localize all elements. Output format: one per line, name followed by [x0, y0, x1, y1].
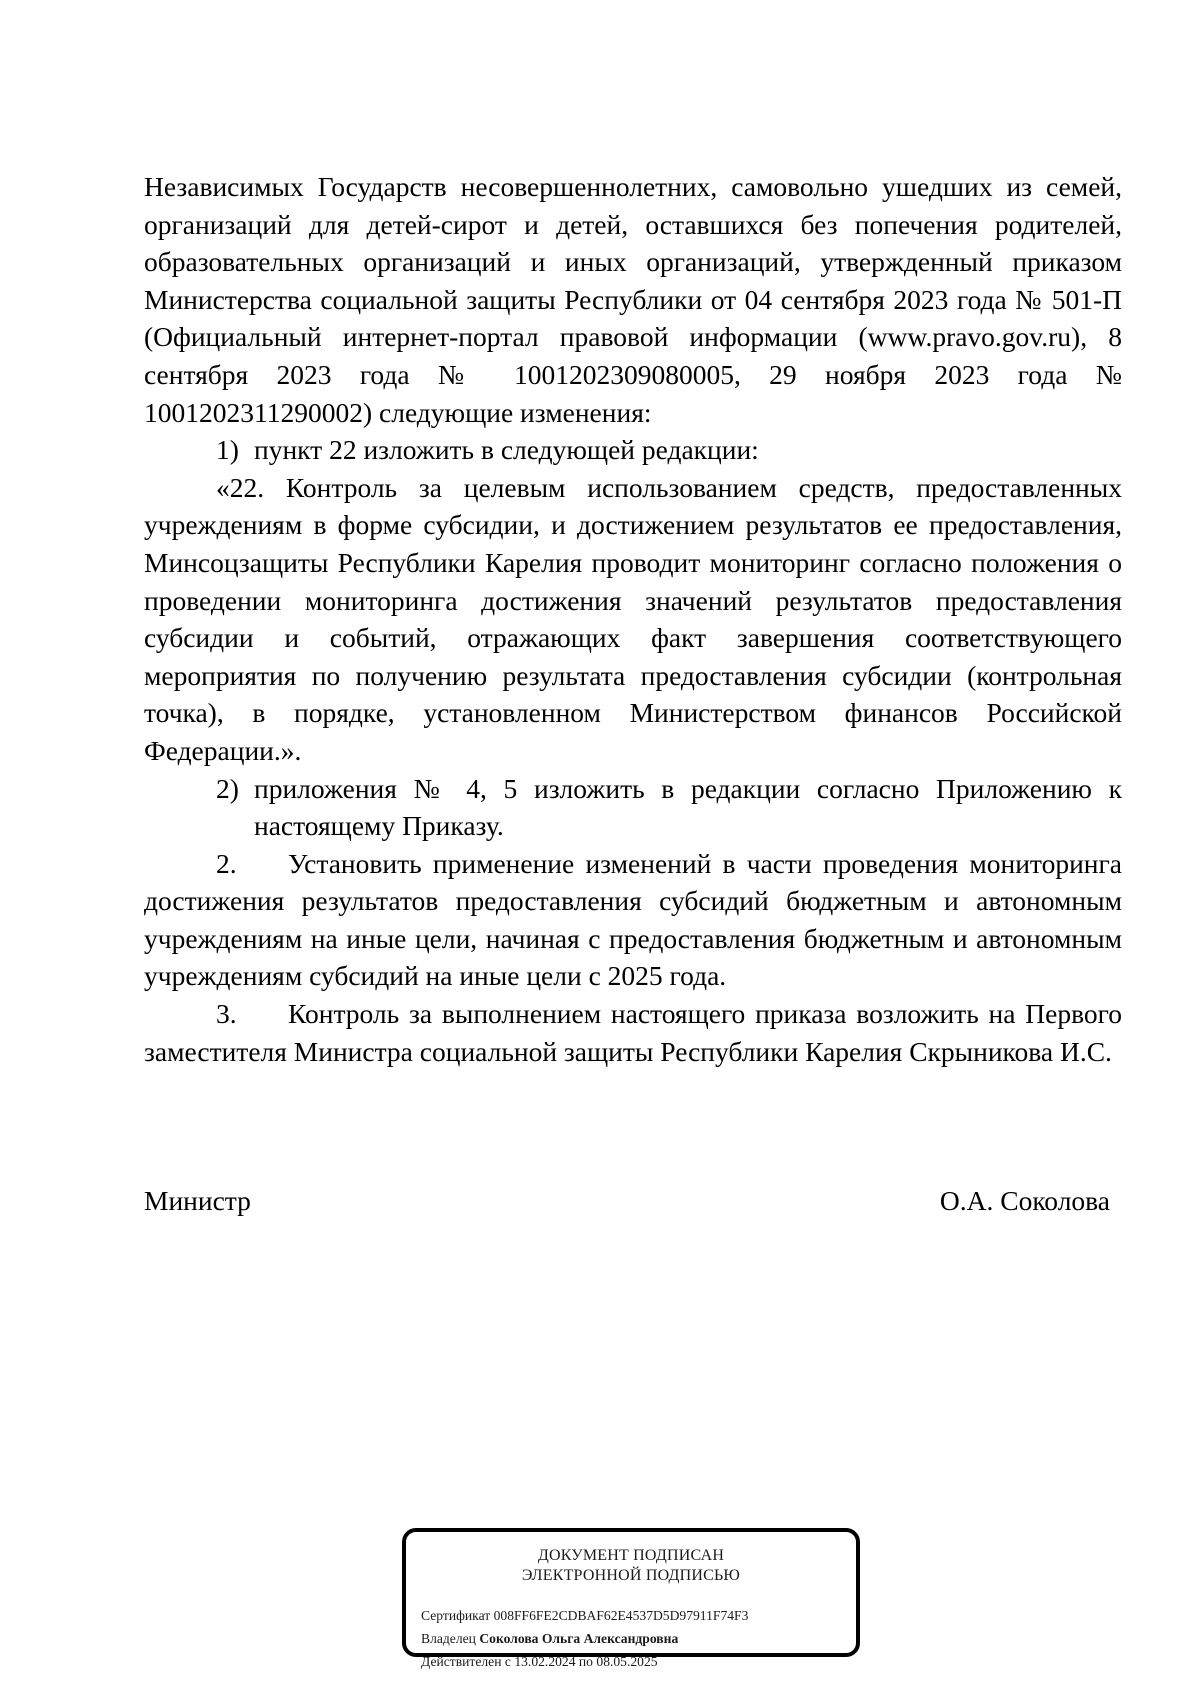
stamp-heading — [406, 1546, 856, 1586]
electronic-signature-stamp — [402, 1528, 860, 1669]
list-item-1-text: пункт 22 изложить в следующей редакции: — [254, 434, 759, 466]
paragraph-2-text: Установить применение изменений в части проведения мониторинга достижения результатов предоставления субсидий бюджетным и автономным учреждениям на иные цели, начиная с предоставления бюджетным и автономным учреждениям субсидий на иные цели с 2025 года. — [144, 847, 1122, 992]
intro-paragraph: Независимых Государств несовершеннолетних, самовольно ушедших из семей, организаций для детей-сирот и детей, оставшихся без попечения родителей, образовательных организаций и иных организаций, утвержденный приказом Министерства социальной защиты Республики от 04 сентября 2023 года № 501-П (Официальный интернет-портал правовой информации (www.pravo.gov.ru), 8 сентября 2023 года № 1001202309080005, 29 ноября 2023 года № 1001202311290002) следующие изменения: — [144, 171, 1122, 428]
paragraph-3 — [144, 995, 1122, 1070]
owner-value: Соколова Ольга Александровна — [479, 1631, 679, 1646]
certificate-value: 008FF6FE2CDBAF62E4537D5D97911F74F3 — [493, 1608, 749, 1623]
list-item-2-number: 2) — [216, 772, 239, 804]
valid-label: Действителен с — [421, 1654, 511, 1669]
stamp-heading-line-2: ЭЛЕКТРОННОЙ ПОДПИСЬЮ — [521, 1567, 741, 1584]
list-item-1-number: 1) — [216, 434, 239, 466]
stamp-heading-line-1: ДОКУМЕНТ ПОДПИСАН — [537, 1547, 725, 1564]
paragraph-2-number: 2. — [216, 847, 237, 879]
paragraph-2 — [144, 845, 1122, 995]
stamp-details — [406, 1604, 856, 1673]
stamp-certificate — [421, 1604, 856, 1627]
valid-from: 13.02.2024 — [514, 1654, 576, 1669]
list-item-1 — [144, 431, 1122, 469]
valid-to: 08.05.2025 — [596, 1654, 658, 1669]
valid-to-label: по — [578, 1654, 593, 1669]
signature-row — [144, 1182, 1110, 1220]
certificate-label: Сертификат — [421, 1608, 491, 1623]
list-item-2-text: приложения № 4, 5 изложить в редакции согласно Приложению к настоящему Приказу. — [254, 772, 1122, 842]
paragraph-3-number: 3. — [216, 998, 237, 1030]
stamp-validity — [421, 1650, 856, 1673]
signatory-name: О.А. Соколова — [939, 1185, 1110, 1216]
signatory-position: Министр — [144, 1185, 251, 1216]
list-item-2 — [144, 770, 1122, 845]
quoted-paragraph: «22. Контроль за целевым использованием средств, предоставленных учреждениям в форме субсидии, и достижением результатов ее предоставления, Минсоцзащиты Республики Карелия проводит мониторинг согласно положения о проведении мониторинга достижения значений результатов предоставления субсидии и событий, отражающих факт завершения соответствующего мероприятия по получению результата предоставления субсидии (контрольная точка), в порядке, установленном Министерством финансов Российской Федерации.». — [144, 471, 1122, 766]
owner-label: Владелец — [421, 1631, 476, 1646]
paragraph-3-text: Контроль за выполнением настоящего приказа возложить на Первого заместителя Министра социальной защиты Республики Карелия Скрыникова И.С. — [144, 998, 1122, 1067]
document-body — [144, 168, 1122, 1070]
stamp-owner — [421, 1627, 856, 1650]
